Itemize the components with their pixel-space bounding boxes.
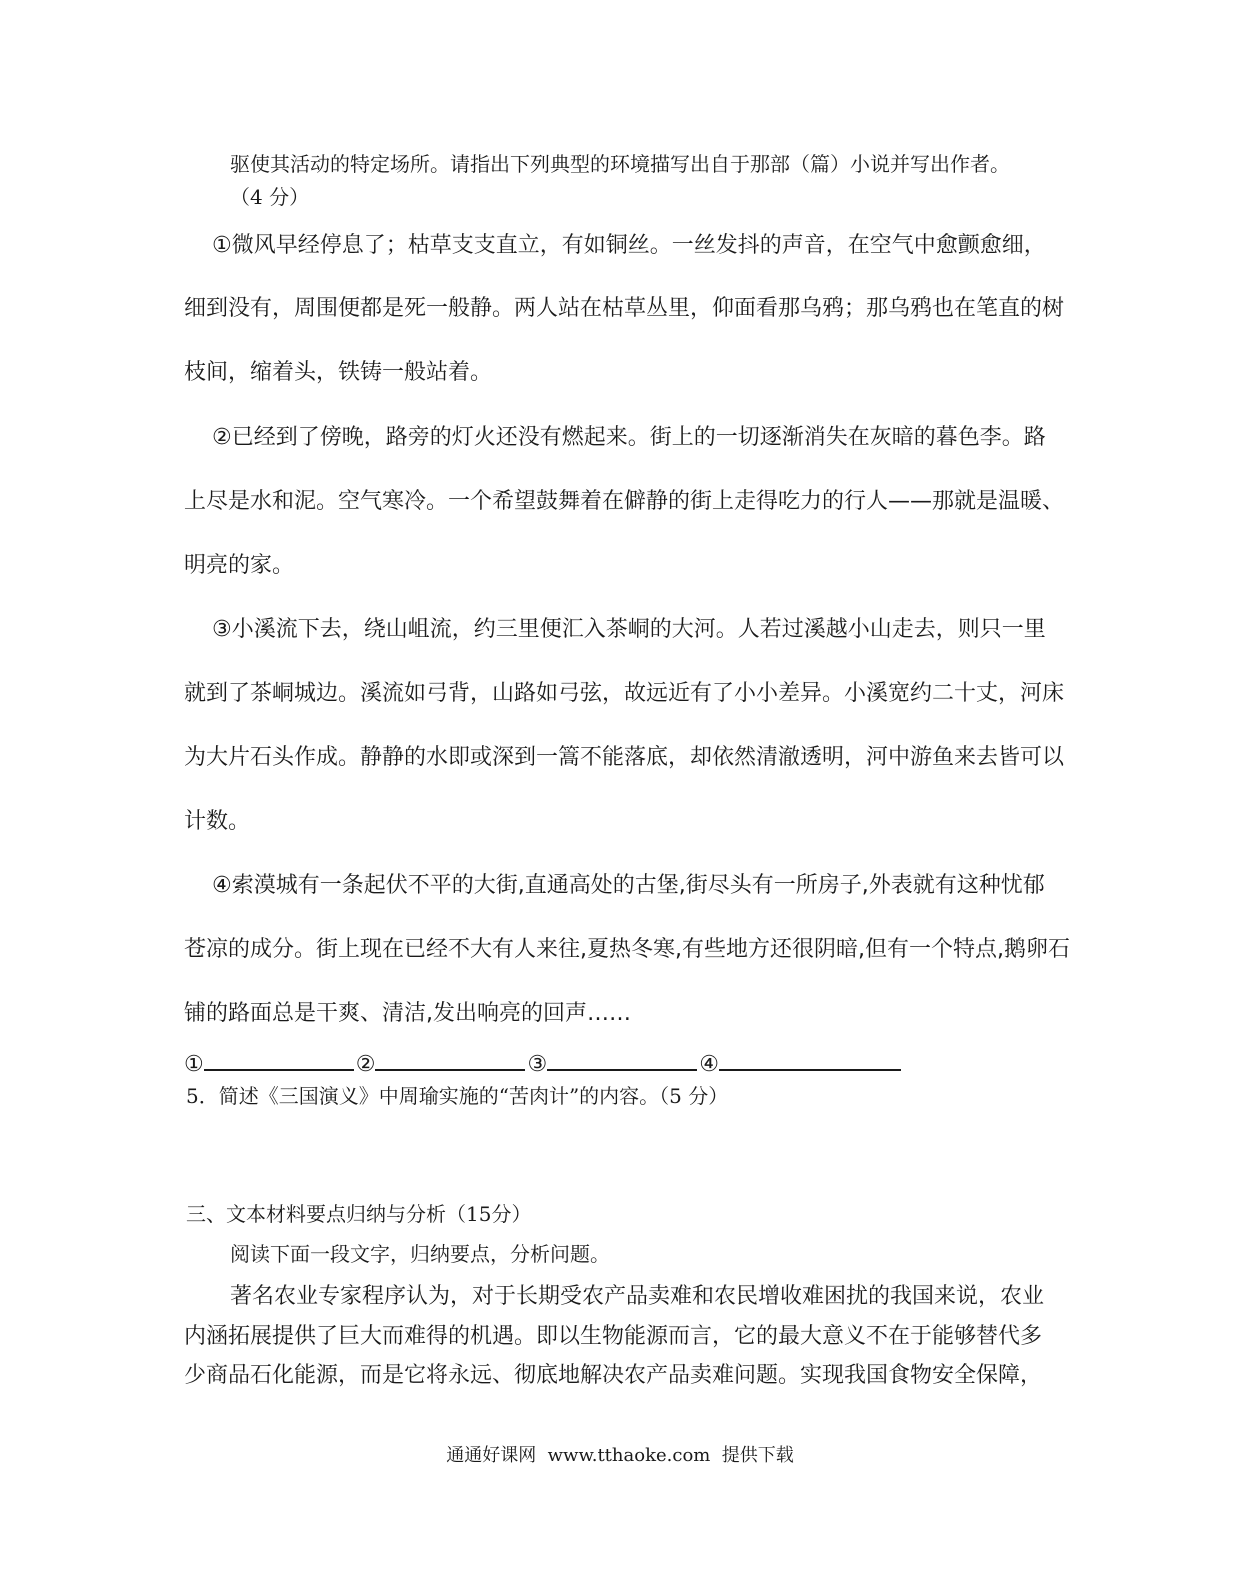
answer-blank-2[interactable] xyxy=(375,1049,525,1071)
passage-2-line-2: 上尽是水和泥。空气寒冷。一个希望鼓舞着在僻静的街上走得吃力的行人——那就是温暖、 xyxy=(184,489,1065,514)
passage-2-line-1: ②已经到了傍晚，路旁的灯火还没有燃起来。街上的一切逐渐消失在灰暗的暮色李。路 xyxy=(212,425,1046,450)
page-footer: 通通好课网 www.tthaoke.com 提供下载 xyxy=(446,1445,794,1466)
answer-mark-4: ④ xyxy=(699,1052,719,1077)
question-4-points: （4 分） xyxy=(230,185,310,209)
passage-2-line-3: 明亮的家。 xyxy=(184,553,295,578)
passage-4-line-3: 铺的路面总是干爽、清洁,发出响亮的回声…… xyxy=(184,1001,631,1026)
passage-4-line-2: 苍凉的成分。街上现在已经不大有人来往,夏热冬寒,有些地方还很阴暗,但有一个特点,鹅卵石 xyxy=(184,937,1070,962)
passage-3-line-3: 为大片石头作成。静静的水即或深到一篙不能落底，却依然清澈透明，河中游鱼来去皆可以 xyxy=(184,745,1065,770)
answer-mark-1: ① xyxy=(184,1052,204,1077)
passage-1-line-3: 枝间，缩着头，铁铸一般站着。 xyxy=(184,360,493,385)
passage-3-line-2: 就到了茶峒城边。溪流如弓背，山路如弓弦，故远近有了小小差异。小溪宽约二十丈，河床 xyxy=(184,681,1065,706)
passage-3-line-4: 计数。 xyxy=(184,809,251,834)
section-3-instruction: 阅读下面一段文字，归纳要点，分析问题。 xyxy=(230,1242,610,1266)
question-5: 5．简述《三国演义》中周瑜实施的“苦肉计”的内容。（5 分） xyxy=(186,1084,729,1108)
question-4-intro: 驱使其活动的特定场所。请指出下列典型的环境描写出自于那部（篇）小说并写出作者。 xyxy=(230,152,1010,176)
section-3-passage-line-2: 内涵拓展提供了巨大而难得的机遇。即以生物能源而言，它的最大意义不在于能够替代多 xyxy=(184,1324,1043,1349)
passage-3-line-1: ③小溪流下去，绕山岨流，约三里便汇入茶峒的大河。人若过溪越小山走去，则只一里 xyxy=(212,617,1046,642)
passage-4-line-1: ④索漠城有一条起伏不平的大街,直通高处的古堡,街尽头有一所房子,外表就有这种忧郁 xyxy=(212,873,1045,898)
passage-1-line-1: ①微风早经停息了；枯草支支直立，有如铜丝。一丝发抖的声音，在空气中愈颤愈细， xyxy=(212,233,1046,258)
answer-mark-3: ③ xyxy=(527,1052,548,1077)
section-3-passage-line-1: 著名农业专家程序认为，对于长期受农产品卖难和农民增收难困扰的我国来说，农业 xyxy=(230,1284,1045,1309)
answer-blank-4[interactable] xyxy=(719,1049,901,1071)
passage-1-line-2: 细到没有，周围便都是死一般静。两人站在枯草丛里，仰面看那乌鸦；那乌鸦也在笔直的树 xyxy=(184,296,1065,321)
answer-blank-3[interactable] xyxy=(547,1049,697,1071)
answer-blank-1[interactable] xyxy=(204,1049,354,1071)
section-3-heading: 三、文本材料要点归纳与分析（15分） xyxy=(186,1202,532,1226)
answer-mark-2: ② xyxy=(355,1052,376,1077)
section-3-passage-line-3: 少商品石化能源，而是它将永远、彻底地解决农产品卖难问题。实现我国食物安全保障， xyxy=(184,1363,1043,1388)
answer-blanks xyxy=(184,1049,903,1076)
